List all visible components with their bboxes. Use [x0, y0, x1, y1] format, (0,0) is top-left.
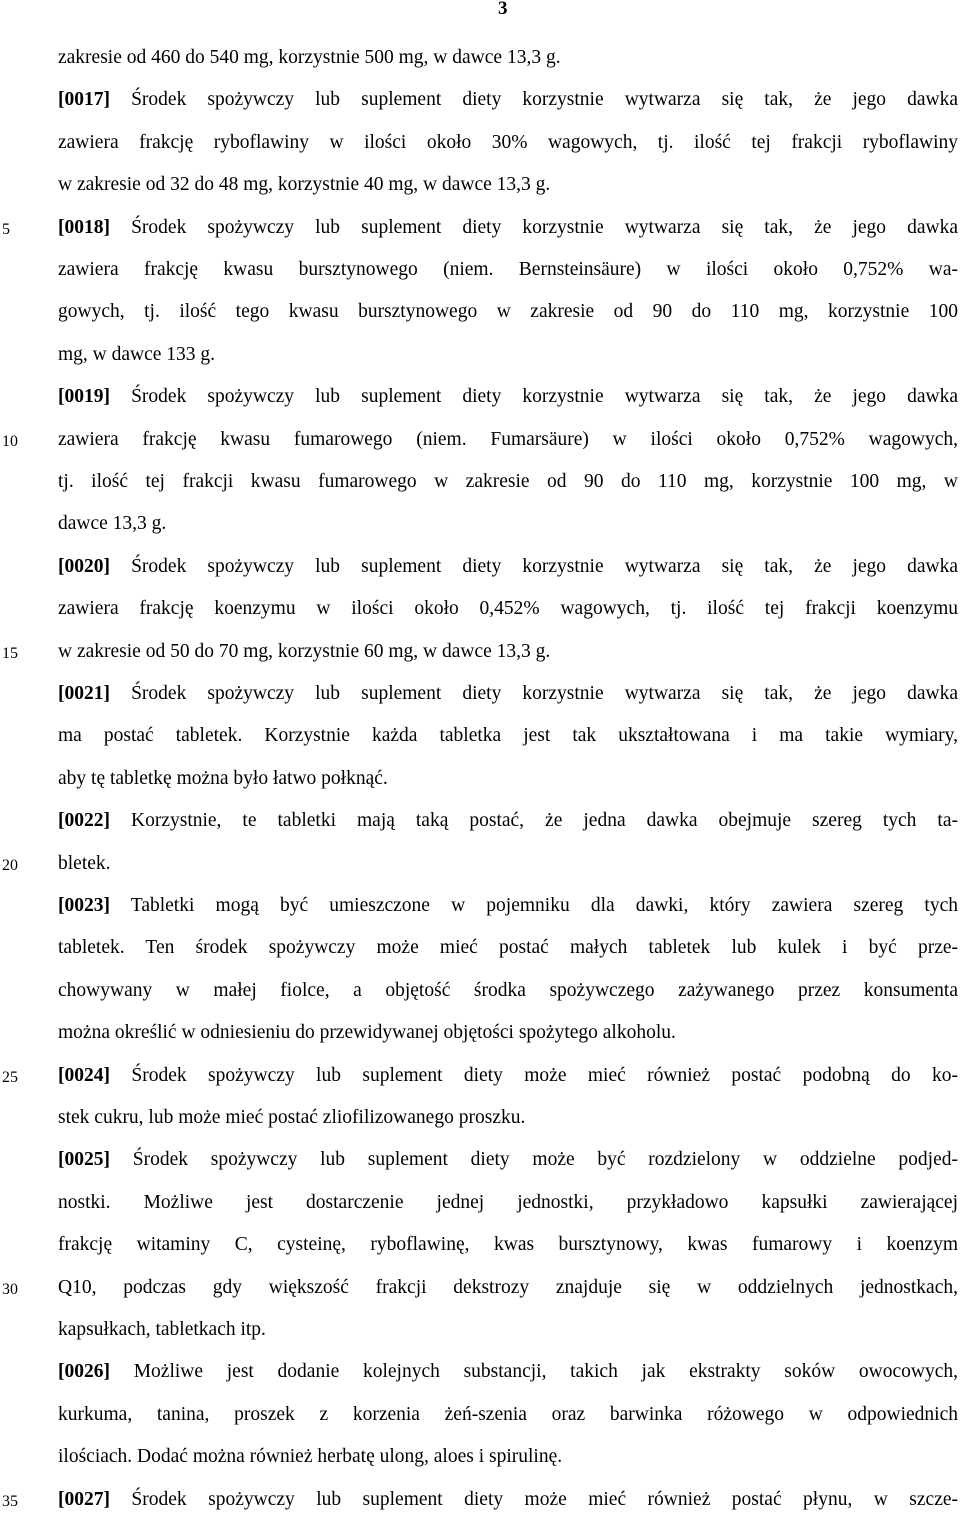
text-line	[58, 1273, 958, 1303]
line-text: Środek spożywczy lub suplement diety korzystnie wytwarza się tak, że jego dawka	[110, 216, 958, 238]
text-line	[58, 1188, 958, 1218]
text-line	[58, 933, 958, 963]
text-line	[58, 1315, 958, 1345]
page-number: 3	[498, 0, 508, 19]
text-line	[58, 721, 958, 751]
margin-line-number: 15	[2, 644, 18, 662]
margin-line-number: 30	[2, 1280, 18, 1298]
paragraph-number: [0027]	[58, 1488, 110, 1510]
line-text: zawiera frakcję ryboflawiny w ilości około 30% wagowych, tj. ilość tej frakcji ryboflawiny	[58, 131, 958, 153]
text-line	[58, 467, 958, 497]
line-text: Tabletki mogą być umieszczone w pojemniku dla dawki, który zawiera szereg tych	[110, 895, 958, 916]
paragraph-start-line	[58, 1145, 958, 1175]
text-line	[58, 1018, 958, 1048]
line-text: bletek.	[58, 852, 111, 874]
paragraph-start-line	[58, 552, 958, 582]
line-text: kurkuma, tanina, proszek z korzenia żeń-szenia oraz barwinka różowego w odpowiednich	[58, 1403, 958, 1425]
line-text: zawiera frakcję kwasu bursztynowego (niem. Bernsteinsäure) w ilości około 0,752% wa-	[58, 259, 958, 280]
line-text: Środek spożywczy lub suplement diety korzystnie wytwarza się tak, że jego dawka	[110, 386, 958, 408]
paragraph-number: [0024]	[58, 1064, 110, 1086]
line-text: Środek spożywczy lub suplement diety może mieć również postać podobną do ko-	[110, 1064, 958, 1086]
line-text: frakcję witaminy C, cysteinę, ryboflawinę, kwas bursztynowy, kwas fumarowy i koenzym	[58, 1234, 958, 1256]
text-line	[58, 509, 958, 539]
line-text: można określić w odniesieniu do przewidywanej objętości spożytego alkoholu.	[58, 1022, 676, 1044]
line-text: kapsułkach, tabletkach itp.	[58, 1319, 266, 1340]
line-text: Środek spożywczy lub suplement diety może mieć również postać płynu, w szcze-	[110, 1488, 958, 1510]
line-text: nostki. Możliwe jest dostarczenie jednej jednostki, przykładowo kapsułki zawierającej	[58, 1191, 958, 1213]
text-line	[58, 340, 958, 370]
line-text: w zakresie od 32 do 48 mg, korzystnie 40 mg, w dawce 13,3 g.	[58, 174, 551, 196]
margin-line-number: 25	[2, 1068, 18, 1086]
line-text: mg, w dawce 133 g.	[58, 343, 216, 365]
paragraph-number: [0018]	[58, 216, 110, 238]
text-line	[58, 425, 958, 455]
text-line	[58, 255, 958, 285]
line-text: ma postać tabletek. Korzystnie każda tabletka jest tak ukształtowana i ma takie wymiary,	[58, 725, 958, 747]
margin-line-number: 10	[2, 432, 18, 450]
text-line	[58, 1400, 958, 1430]
text-line	[58, 297, 958, 327]
line-text: ilościach. Dodać można również herbatę ulong, aloes i spirulinę.	[58, 1446, 563, 1468]
text-line	[58, 170, 958, 200]
paragraph-number: [0023]	[58, 895, 110, 916]
paragraph-number: [0022]	[58, 810, 110, 832]
paragraph-number: [0026]	[58, 1361, 110, 1383]
line-text: Środek spożywczy lub suplement diety może być rozdzielony w oddzielne podjed-	[110, 1149, 958, 1171]
paragraph-start-line	[58, 213, 958, 243]
line-text: Korzystnie, te tabletki mają taką postać, że jedna dawka obejmuje szereg tych ta-	[110, 810, 958, 832]
line-text: Środek spożywczy lub suplement diety korzystnie wytwarza się tak, że jego dawka	[110, 89, 958, 111]
line-text: gowych, tj. ilość tego kwasu bursztynowego w zakresie od 90 do 110 mg, korzystnie 100	[58, 301, 958, 323]
line-text: zawiera frakcję kwasu fumarowego (niem. Fumarsäure) w ilości około 0,752% wagowych,	[58, 428, 958, 450]
margin-line-number: 35	[2, 1492, 18, 1510]
paragraph-start-line	[58, 806, 958, 836]
text-line	[58, 637, 958, 667]
paragraph-number: [0019]	[58, 386, 110, 408]
paragraph-start-line	[58, 891, 958, 921]
line-text: Środek spożywczy lub suplement diety korzystnie wytwarza się tak, że jego dawka	[110, 683, 958, 704]
line-text: stek cukru, lub może mieć postać zliofilizowanego proszku.	[58, 1107, 526, 1128]
paragraph-start-line	[58, 1485, 958, 1515]
text-line	[58, 128, 958, 158]
line-text: chowywany w małej fiolce, a objętość środka spożywczego zażywanego przez konsumenta	[58, 979, 958, 1001]
margin-line-number: 20	[2, 856, 18, 874]
margin-line-number: 5	[2, 220, 10, 238]
line-text: Q10, podczas gdy większość frakcji dekstrozy znajduje się w oddzielnych jednostkach,	[58, 1276, 958, 1298]
text-line	[58, 976, 958, 1006]
paragraph-start-line	[58, 679, 958, 709]
line-text: tj. ilość tej frakcji kwasu fumarowego w zakresie od 90 do 110 mg, korzystnie 100 mg, w	[58, 471, 958, 492]
text-line	[58, 43, 958, 73]
line-text: aby tę tabletkę można było łatwo połknąć.	[58, 767, 388, 789]
paragraph-number: [0017]	[58, 89, 110, 111]
paragraph-number: [0021]	[58, 683, 110, 704]
paragraph-number: [0020]	[58, 555, 110, 577]
text-line	[58, 849, 958, 879]
line-text: dawce 13,3 g.	[58, 513, 167, 535]
text-line	[58, 764, 958, 794]
paragraph-start-line	[58, 1061, 958, 1091]
line-text: Środek spożywczy lub suplement diety korzystnie wytwarza się tak, że jego dawka	[110, 555, 958, 577]
line-text: Możliwe jest dodanie kolejnych substancji, takich jak ekstrakty soków owocowych,	[110, 1361, 958, 1383]
text-line	[58, 1230, 958, 1260]
text-line	[58, 1103, 958, 1133]
paragraph-number: [0025]	[58, 1149, 110, 1171]
line-text: zawiera frakcję koenzymu w ilości około 0,452% wagowych, tj. ilość tej frakcji koenzymu	[58, 598, 958, 620]
text-line	[58, 594, 958, 624]
text-line	[58, 1442, 958, 1472]
paragraph-start-line	[58, 1357, 958, 1387]
line-text: w zakresie od 50 do 70 mg, korzystnie 60 mg, w dawce 13,3 g.	[58, 640, 551, 662]
line-text: tabletek. Ten środek spożywczy może mieć postać małych tabletek lub kulek i być prze-	[58, 937, 958, 959]
paragraph-start-line	[58, 382, 958, 412]
paragraph-start-line	[58, 85, 958, 115]
line-text: zakresie od 460 do 540 mg, korzystnie 500 mg, w dawce 13,3 g.	[58, 47, 561, 68]
